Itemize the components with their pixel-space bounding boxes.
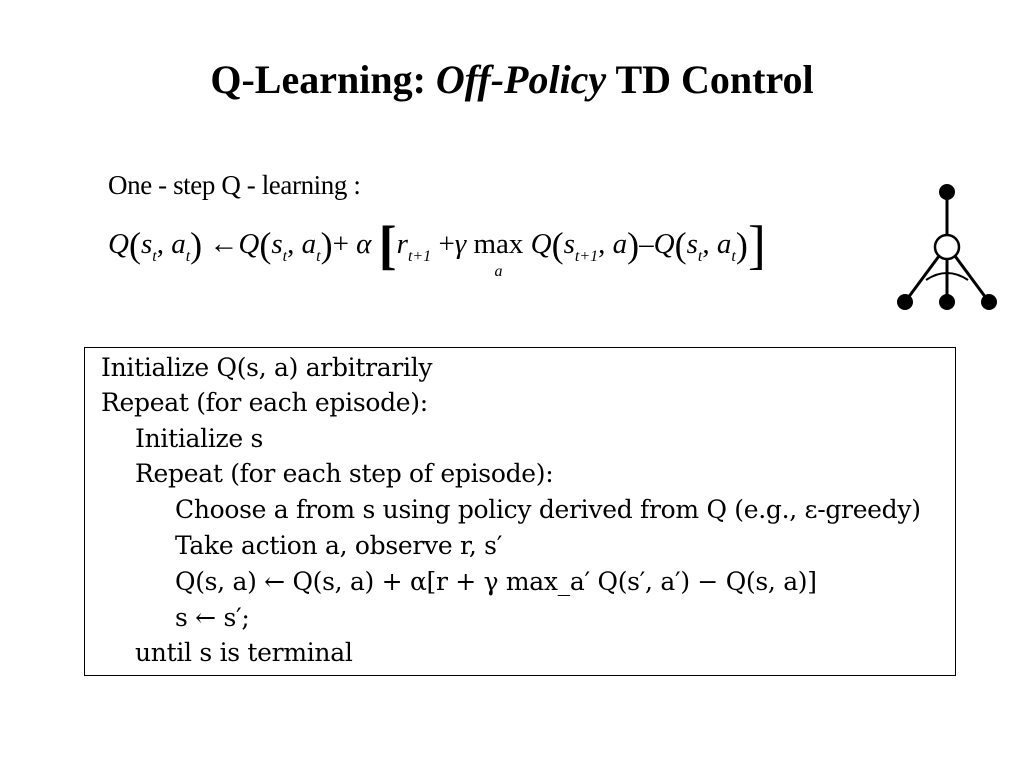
subheading: One - step Q - learning : xyxy=(108,170,361,200)
eq-left-bracket: [ xyxy=(378,215,397,275)
eq-sub-t: t xyxy=(697,248,703,265)
eq-plus: + xyxy=(332,228,349,260)
eq-arrow: ← xyxy=(209,228,239,260)
eq-minus: – xyxy=(639,228,654,260)
eq-s: s xyxy=(686,228,698,260)
eq-plus: + xyxy=(438,228,455,260)
eq-s: s xyxy=(563,228,575,260)
eq-sub-t: t xyxy=(316,248,321,265)
eq-q: Q xyxy=(238,228,260,260)
eq-sub-t: t xyxy=(185,248,191,265)
eq-max xyxy=(473,222,524,280)
eq-a: a xyxy=(171,228,186,260)
algo-line: s ← s′; xyxy=(175,603,250,632)
algo-line: until s is terminal xyxy=(135,638,353,667)
eq-sub-t: t xyxy=(152,248,157,265)
eq-gamma: γ xyxy=(454,228,467,260)
eq-q: Q xyxy=(653,228,675,260)
title-emphasis: Off-Policy xyxy=(435,57,607,102)
eq-s: s xyxy=(271,228,283,260)
algo-line: Q(s, a) ← Q(s, a) + α[r + γ max_a′ Q(s′, a′) − Q(s, a)] xyxy=(175,567,817,596)
eq-q: Q xyxy=(530,228,552,260)
algo-line: Initialize Q(s, a) arbitrarily xyxy=(101,353,433,382)
algorithm-box xyxy=(84,347,956,676)
eq-alpha: α xyxy=(356,228,372,260)
eq-right-bracket: ] xyxy=(747,215,766,275)
slide-title xyxy=(0,56,1024,103)
algo-line: Take action a, observe r, s′ xyxy=(175,531,503,560)
title-suffix: TD Control xyxy=(615,57,814,102)
update-rule-equation: $Q(s_t$, $a_t$) $\leftarrow Q(s_t$, $a_t)+ \alpha$ [$r_{t+1} +\gamma$ max a $Q(s_{t+1}$, $a)-Q(s_t$, $a_t$)] xyxy=(108,222,766,279)
title-prefix: Q-Learning: xyxy=(210,57,426,102)
eq-sub-t1: t+1 xyxy=(407,248,432,265)
eq-a: a xyxy=(301,228,317,260)
eq-sub-t: t xyxy=(282,248,288,265)
eq-q: Q xyxy=(108,228,129,260)
algo-line: Choose a from s using policy derived from Q (e.g., ε-greedy) xyxy=(175,495,921,524)
eq-max-label: max xyxy=(473,228,524,260)
eq-a: a xyxy=(612,228,628,260)
algo-line: Initialize s xyxy=(135,424,264,453)
eq-max-under: a xyxy=(494,263,503,280)
eq-r: r xyxy=(396,228,408,260)
eq-a: a xyxy=(716,228,732,260)
eq-sub-t: t xyxy=(731,248,736,265)
q-learning-backup-diagram-icon xyxy=(892,180,1002,316)
algo-line: Repeat (for each episode): xyxy=(101,388,428,417)
eq-s: s xyxy=(140,228,153,260)
algo-line: Repeat (for each step of episode): xyxy=(135,459,554,488)
eq-sub-t1: t+1 xyxy=(574,248,599,265)
